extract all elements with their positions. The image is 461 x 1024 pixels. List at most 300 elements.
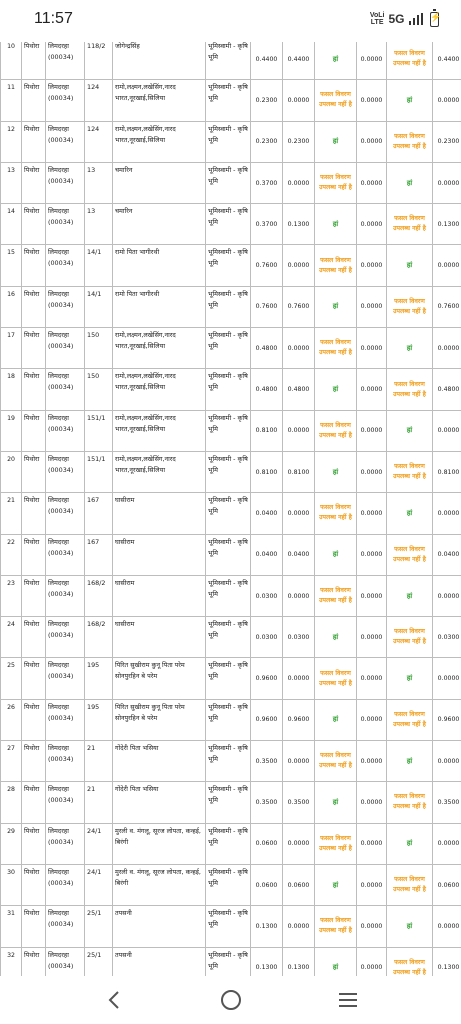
table-row [1,451,461,492]
cell-owner: मुरली व. मंगलू, सूरज लोपता, कन्हई, बिरंगी [113,864,206,905]
cell-owner: जोगेन्द्रसिंह [113,42,206,80]
status-yes: हां [332,550,339,559]
cell-owner: रामो,लक्ष्मन,लखेसिंग,नारद भारत,नूरखाई,सिलिया [113,451,206,492]
table-row [1,699,461,740]
cell-area2: 0.0300 [283,617,315,658]
cell-village: लिमदरहा (00034) [46,245,85,286]
cell-area2: 0.7600 [283,286,315,327]
cell-district: पिथोरा [22,493,46,534]
cell-land-type: भूमिस्वामी - कृषि भूमि [206,575,251,616]
cell-khasra: 195 [85,658,113,699]
table-row [1,369,461,410]
cell-land-type: भूमिस्वामी - कृषि भूमि [206,245,251,286]
cell-area2: 0.2300 [283,121,315,162]
status-not-available: फसल विवरण उपलब्ध नहीं है [393,545,426,563]
cell-village: लिमदरहा (00034) [46,947,85,976]
cell-owner: तपसनी [113,947,206,976]
status-not-available: फसल विवरण उपलब्ध नहीं है [393,50,426,68]
cell-area2: 0.0000 [283,80,315,121]
cell-district: पिथोरा [22,80,46,121]
status-yes: हां [332,797,339,806]
status-yes: हां [406,756,413,765]
volte-icon: VoLi LTE [369,12,385,26]
status-not-available: फसल विवरण उपलब्ध नहीं है [393,380,426,398]
navigation-bar [0,976,461,1024]
recents-icon[interactable] [328,980,368,1020]
cell-land-type: भूमिस्वामी - कृषि भूमि [206,823,251,864]
table-row [1,204,461,245]
cell-district: पिथोरा [22,741,46,782]
cell-area2: 0.9600 [283,699,315,740]
table-row [1,575,461,616]
status-yes: हां [406,178,413,187]
cell-crop [387,699,433,740]
cell-khasra: 124 [85,80,113,121]
cell-sno: 32 [1,947,22,976]
cell-c2: 0.0000 [433,658,461,699]
cell-land-type: भूमिस्वामी - कृषि भूमि [206,906,251,947]
cell-crop [387,658,433,699]
cell-land-type: भूमिस्वामी - कृषि भूमि [206,947,251,976]
cell-girdawari [315,451,357,492]
cell-c2: 0.4800 [433,369,461,410]
cell-district: पिथोरा [22,286,46,327]
cell-crop [387,121,433,162]
cell-area1: 0.7600 [251,245,283,286]
cell-c2: 0.9600 [433,699,461,740]
status-not-available: फसल विवरण उपलब्ध नहीं है [393,215,426,233]
cell-area1: 0.3500 [251,741,283,782]
cell-c1: 0.0000 [357,699,387,740]
cell-khasra: 124 [85,121,113,162]
cell-owner: घासीराम [113,575,206,616]
cell-area1: 0.3700 [251,204,283,245]
cell-c2: 0.7600 [433,286,461,327]
cell-area1: 0.3500 [251,782,283,823]
cell-sno: 19 [1,410,22,451]
table-row [1,906,461,947]
cell-crop [387,906,433,947]
cell-crop [387,782,433,823]
cell-khasra: 151/1 [85,410,113,451]
cell-c2: 0.4400 [433,42,461,80]
cell-girdawari [315,864,357,905]
cell-girdawari [315,617,357,658]
cell-c1: 0.0000 [357,782,387,823]
cell-c1: 0.0000 [357,741,387,782]
cell-sno: 18 [1,369,22,410]
cell-village: लिमदरहा (00034) [46,906,85,947]
cell-khasra: 14/1 [85,286,113,327]
cell-land-type: भूमिस्वामी - कृषि भूमि [206,493,251,534]
cell-girdawari [315,328,357,369]
cell-area1: 0.4400 [251,42,283,80]
status-not-available: फसल विवरण उपलब्ध नहीं है [319,174,352,192]
cell-area1: 0.1300 [251,947,283,976]
cell-land-type: भूमिस्वामी - कृषि भूमि [206,451,251,492]
cell-girdawari [315,493,357,534]
cell-c2: 0.3500 [433,782,461,823]
cell-village: लिमदरहा (00034) [46,328,85,369]
status-yes: हां [332,137,339,146]
cell-district: पिथोरा [22,204,46,245]
cell-c2: 0.0000 [433,328,461,369]
cell-sno: 13 [1,162,22,203]
cell-area1: 0.8100 [251,451,283,492]
cell-sno: 15 [1,245,22,286]
cell-crop [387,162,433,203]
cell-area2: 0.0000 [283,658,315,699]
table-row [1,617,461,658]
table-row [1,162,461,203]
cell-area2: 0.4800 [283,369,315,410]
cell-village: लिमदरहा (00034) [46,699,85,740]
cell-khasra: 150 [85,369,113,410]
land-records-table-container[interactable] [0,42,461,976]
cell-girdawari [315,204,357,245]
cell-area2: 0.0000 [283,823,315,864]
cell-c2: 0.8100 [433,451,461,492]
cell-c1: 0.0000 [357,410,387,451]
signal-icon [409,13,424,25]
cell-khasra: 25/1 [85,947,113,976]
cell-khasra: 150 [85,328,113,369]
status-yes: हां [406,261,413,270]
cell-village: लिमदरहा (00034) [46,162,85,203]
cell-khasra: 195 [85,699,113,740]
cell-khasra: 14/1 [85,245,113,286]
status-not-available: फसल विवरण उपलब्ध नहीं है [319,256,352,274]
cell-owner: घासीराम [113,493,206,534]
cell-c1: 0.0000 [357,80,387,121]
cell-sno: 16 [1,286,22,327]
cell-area2: 0.3500 [283,782,315,823]
cell-khasra: 21 [85,741,113,782]
cell-girdawari [315,658,357,699]
table-row [1,493,461,534]
cell-area2: 0.0000 [283,162,315,203]
cell-area1: 0.0400 [251,534,283,575]
cell-area2: 0.0000 [283,906,315,947]
cell-khasra: 118/2 [85,42,113,80]
table-row [1,286,461,327]
cell-area1: 0.3700 [251,162,283,203]
status-not-available: फसल विवरण उपलब्ध नहीं है [319,421,352,439]
cell-land-type: भूमिस्वामी - कृषि भूमि [206,699,251,740]
status-yes: हां [406,674,413,683]
cell-area2: 0.0000 [283,741,315,782]
cell-area2: 0.1300 [283,947,315,976]
status-not-available: फसल विवरण उपलब्ध नहीं है [319,669,352,687]
cell-area1: 0.0600 [251,823,283,864]
cell-khasra: 24/1 [85,823,113,864]
cell-district: पिथोरा [22,947,46,976]
cell-crop [387,823,433,864]
cell-area2: 0.0000 [283,245,315,286]
cell-sno: 27 [1,741,22,782]
status-not-available: फसल विवरण उपलब्ध नहीं है [393,793,426,811]
cell-crop [387,947,433,976]
cell-c1: 0.0000 [357,451,387,492]
cell-c2: 0.1300 [433,204,461,245]
cell-owner: पिरित सुखीराम कुनू पिता परेम सोनपुरहिन बे परेम [113,658,206,699]
cell-sno: 10 [1,42,22,80]
cell-sno: 12 [1,121,22,162]
cell-area2: 0.0000 [283,328,315,369]
cell-crop [387,410,433,451]
cell-c2: 0.0000 [433,410,461,451]
cell-land-type: भूमिस्वामी - कृषि भूमि [206,121,251,162]
cell-sno: 22 [1,534,22,575]
cell-village: लिमदरहा (00034) [46,658,85,699]
cell-sno: 24 [1,617,22,658]
cell-crop [387,328,433,369]
cell-khasra: 167 [85,493,113,534]
status-yes: हां [406,95,413,104]
cell-c1: 0.0000 [357,369,387,410]
cell-area1: 0.0300 [251,617,283,658]
cell-crop [387,864,433,905]
network-type: 5G [388,12,405,26]
table-row [1,245,461,286]
table-row [1,864,461,905]
cell-owner: पिरित सुखीराम कुनू पिता परेम सोनपुरहिन बे परेम [113,699,206,740]
status-not-available: फसल विवरण उपलब्ध नहीं है [393,463,426,481]
cell-area1: 0.0300 [251,575,283,616]
cell-owner: घासीराम [113,617,206,658]
cell-land-type: भूमिस्वामी - कृषि भूमि [206,617,251,658]
cell-girdawari [315,823,357,864]
cell-area2: 0.0400 [283,534,315,575]
cell-girdawari [315,534,357,575]
cell-village: लिमदरहा (00034) [46,534,85,575]
cell-village: लिमदरहा (00034) [46,823,85,864]
status-yes: हां [332,880,339,889]
cell-area1: 0.1300 [251,906,283,947]
cell-village: लिमदरहा (00034) [46,80,85,121]
cell-c1: 0.0000 [357,204,387,245]
cell-girdawari [315,369,357,410]
status-yes: हां [406,839,413,848]
cell-district: पिथोरा [22,617,46,658]
cell-village: लिमदरहा (00034) [46,121,85,162]
table-row [1,80,461,121]
cell-district: पिथोरा [22,782,46,823]
cell-girdawari [315,42,357,80]
cell-c1: 0.0000 [357,906,387,947]
table-row [1,42,461,80]
cell-district: पिथोरा [22,369,46,410]
cell-district: पिथोरा [22,121,46,162]
cell-village: लिमदरहा (00034) [46,42,85,80]
cell-crop [387,369,433,410]
cell-girdawari [315,245,357,286]
cell-c2: 0.0000 [433,80,461,121]
cell-crop [387,204,433,245]
cell-land-type: भूमिस्वामी - कृषि भूमि [206,286,251,327]
cell-area1: 0.2300 [251,80,283,121]
cell-area1: 0.8100 [251,410,283,451]
cell-area1: 0.4800 [251,328,283,369]
cell-land-type: भूमिस्वामी - कृषि भूमि [206,534,251,575]
table-row [1,328,461,369]
status-not-available: फसल विवरण उपलब्ध नहीं है [393,297,426,315]
cell-owner: रामो पिता भागीरथी [113,245,206,286]
cell-district: पिथोरा [22,864,46,905]
status-not-available: फसल विवरण उपलब्ध नहीं है [319,834,352,852]
cell-c1: 0.0000 [357,864,387,905]
cell-girdawari [315,410,357,451]
cell-c2: 0.0000 [433,493,461,534]
cell-owner: चमारिन [113,162,206,203]
status-yes: हां [406,508,413,517]
cell-village: लिमदरहा (00034) [46,410,85,451]
status-yes: हां [332,219,339,228]
status-time: 11:57 [34,10,73,27]
cell-land-type: भूमिस्वामी - कृषि भूमि [206,204,251,245]
cell-area1: 0.9600 [251,699,283,740]
cell-crop [387,286,433,327]
cell-area1: 0.0600 [251,864,283,905]
table-row [1,947,461,976]
cell-crop [387,451,433,492]
cell-khasra: 25/1 [85,906,113,947]
status-icons [370,12,439,27]
cell-crop [387,80,433,121]
table-row [1,121,461,162]
status-yes: हां [332,632,339,641]
cell-c2: 0.0000 [433,906,461,947]
cell-c1: 0.0000 [357,823,387,864]
status-not-available: फसल विवरण उपलब्ध नहीं है [319,752,352,770]
cell-c1: 0.0000 [357,162,387,203]
cell-district: पिथोरा [22,699,46,740]
cell-c1: 0.0000 [357,286,387,327]
cell-district: पिथोरा [22,42,46,80]
cell-girdawari [315,121,357,162]
cell-crop [387,493,433,534]
cell-village: लिमदरहा (00034) [46,369,85,410]
cell-girdawari [315,286,357,327]
cell-district: पिथोरा [22,162,46,203]
cell-village: लिमदरहा (00034) [46,741,85,782]
status-not-available: फसल विवरण उपलब्ध नहीं है [393,876,426,894]
cell-c2: 0.0000 [433,162,461,203]
status-not-available: फसल विवरण उपलब्ध नहीं है [393,958,426,976]
cell-sno: 11 [1,80,22,121]
cell-district: पिथोरा [22,410,46,451]
cell-sno: 28 [1,782,22,823]
table-row [1,741,461,782]
status-yes: हां [406,343,413,352]
status-not-available: फसल विवरण उपलब्ध नहीं है [319,504,352,522]
cell-village: लिमदरहा (00034) [46,204,85,245]
cell-sno: 30 [1,864,22,905]
cell-owner: गोंदेरी पिता भसिया [113,782,206,823]
table-row [1,410,461,451]
cell-area1: 0.0400 [251,493,283,534]
cell-sno: 23 [1,575,22,616]
cell-girdawari [315,782,357,823]
cell-district: पिथोरा [22,451,46,492]
cell-area2: 0.0600 [283,864,315,905]
cell-area1: 0.9600 [251,658,283,699]
cell-area1: 0.4800 [251,369,283,410]
home-icon[interactable] [211,980,251,1020]
cell-sno: 21 [1,493,22,534]
cell-sno: 29 [1,823,22,864]
battery-icon [430,12,439,27]
cell-c2: 0.0000 [433,245,461,286]
cell-land-type: भूमिस्वामी - कृषि भूमि [206,782,251,823]
cell-district: पिथोरा [22,575,46,616]
cell-owner: रामो,लक्ष्मन,लखेसिंग,नारद भारत,नूरखाई,सिलिया [113,80,206,121]
cell-girdawari [315,80,357,121]
cell-girdawari [315,575,357,616]
cell-crop [387,617,433,658]
cell-owner: गोंदेरी पिता भसिया [113,741,206,782]
cell-khasra: 13 [85,204,113,245]
status-yes: हां [332,715,339,724]
cell-c1: 0.0000 [357,42,387,80]
cell-c2: 0.2300 [433,121,461,162]
cell-khasra: 151/1 [85,451,113,492]
cell-village: लिमदरहा (00034) [46,617,85,658]
table-body [1,42,461,976]
cell-c1: 0.0000 [357,245,387,286]
status-yes: हां [332,302,339,311]
cell-village: लिमदरहा (00034) [46,493,85,534]
status-not-available: फसल विवरण उपलब्ध नहीं है [319,587,352,604]
cell-district: पिथोरा [22,658,46,699]
status-not-available: फसल विवरण उपलब्ध नहीं है [393,710,426,728]
cell-owner: रामो,लक्ष्मन,लखेसिंग,नारद भारत,नूरखाई,सिलिया [113,410,206,451]
cell-c1: 0.0000 [357,658,387,699]
cell-c2: 0.0300 [433,617,461,658]
cell-crop [387,245,433,286]
cell-district: पिथोरा [22,245,46,286]
back-icon[interactable] [94,980,134,1020]
status-yes: हां [332,54,339,63]
cell-c2: 0.0000 [433,575,461,616]
table-row [1,658,461,699]
status-not-available: फसल विवरण उपलब्ध नहीं है [393,132,426,150]
cell-village: लिमदरहा (00034) [46,864,85,905]
cell-land-type: भूमिस्वामी - कृषि भूमि [206,864,251,905]
cell-district: पिथोरा [22,906,46,947]
cell-khasra: 168/2 [85,575,113,616]
cell-sno: 20 [1,451,22,492]
cell-girdawari [315,162,357,203]
table-row [1,534,461,575]
cell-land-type: भूमिस्वामी - कृषि भूमि [206,80,251,121]
cell-area2: 0.8100 [283,451,315,492]
table-row [1,823,461,864]
cell-land-type: भूमिस्वामी - कृषि भूमि [206,741,251,782]
cell-area1: 0.7600 [251,286,283,327]
cell-village: लिमदरहा (00034) [46,451,85,492]
cell-area2: 0.0000 [283,410,315,451]
cell-crop [387,534,433,575]
cell-owner: रामो पिता भागीरथी [113,286,206,327]
cell-owner: चमारिन [113,204,206,245]
cell-crop [387,575,433,616]
cell-c1: 0.0000 [357,575,387,616]
cell-c1: 0.0000 [357,121,387,162]
cell-area2: 0.4400 [283,42,315,80]
cell-area1: 0.2300 [251,121,283,162]
cell-owner: मुरली व. मंगलू, सूरज लोपता, कन्हई, बिरंगी [113,823,206,864]
